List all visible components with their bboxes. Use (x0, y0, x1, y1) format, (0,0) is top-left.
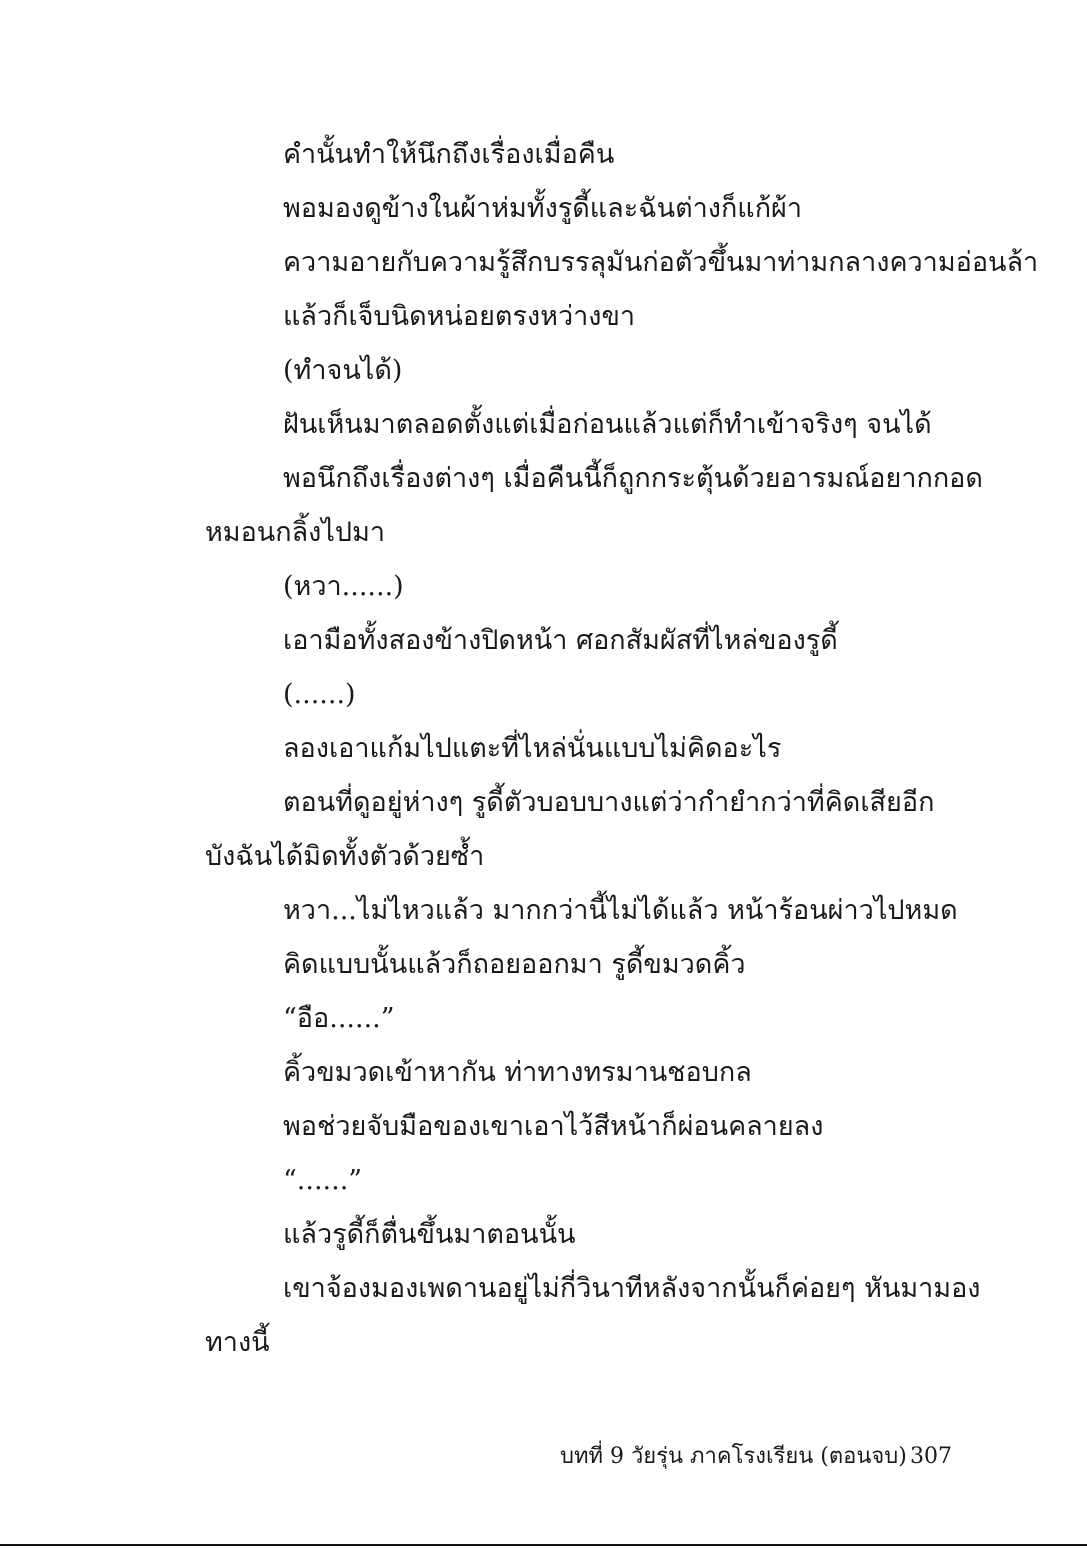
text-line: (ทำจนได้) (283, 355, 403, 386)
text-line: “อือ......” (283, 1003, 395, 1034)
text-line: เอามือทั้งสองข้างปิดหน้า ศอกสัมผัสที่ไหล่ของรูดี้ (283, 625, 838, 656)
text-line: ความอายกับความรู้สึกบรรลุมันก่อตัวขึ้นมาท่ามกลางความอ่อนล้า (283, 247, 1039, 278)
text-line: คำนั้นทำให้นึกถึงเรื่องเมื่อคืน (283, 139, 615, 170)
text-line: ลองเอาแก้มไปแตะที่ไหล่นั่นแบบไม่คิดอะไร (283, 733, 782, 764)
page-footer (560, 1432, 952, 1482)
text-line: ทางนี้ (205, 1327, 270, 1358)
text-line: พอมองดูข้างในผ้าห่มทั้งรูดี้และฉันต่างก็แก้ผ้า (283, 193, 803, 224)
page-number: 307 (910, 1444, 952, 1469)
text-line: พอนึกถึงเรื่องต่างๆ เมื่อคืนนี้ก็ถูกกระตุ้นด้วยอารมณ์อยากกอด (283, 463, 983, 494)
text-line: คิดแบบนั้นแล้วก็ถอยออกมา รูดี้ขมวดคิ้ว (283, 949, 746, 980)
text-line: เขาจ้องมองเพดานอยู่ไม่กี่วินาทีหลังจากนั้นก็ค่อยๆ หันมามอง (283, 1273, 981, 1304)
text-line: หมอนกลิ้งไปมา (205, 517, 386, 548)
text-line: (......) (283, 679, 356, 710)
text-line: ฝันเห็นมาตลอดตั้งแต่เมื่อก่อนแล้วแต่ก็ทำเข้าจริงๆ จนได้ (283, 409, 932, 440)
text-line: คิ้วขมวดเข้าหากัน ท่าทางทรมานชอบกล (283, 1057, 752, 1088)
text-line: หวา...ไม่ไหวแล้ว มากกว่านี้ไม่ได้แล้ว หน้าร้อนผ่าวไปหมด (283, 895, 958, 926)
text-line: พอช่วยจับมือของเขาเอาไว้สีหน้าก็ผ่อนคลายลง (283, 1111, 824, 1142)
chapter-title: บทที่ 9 วัยรุ่น ภาคโรงเรียน (ตอนจบ) (560, 1444, 907, 1469)
text-line: แล้วก็เจ็บนิดหน่อยตรงหว่างขา (283, 301, 636, 332)
bottom-divider (0, 1544, 1087, 1546)
text-line: บังฉันได้มิดทั้งตัวด้วยซ้ำ (205, 841, 485, 872)
text-line: “......” (283, 1165, 363, 1196)
text-line: (หวา......) (283, 571, 404, 602)
text-line: แล้วรูดี้ก็ตื่นขึ้นมาตอนนั้น (283, 1219, 576, 1250)
text-line: ตอนที่ดูอยู่ห่างๆ รูดี้ตัวบอบบางแต่ว่ากำยำกว่าที่คิดเสียอีก (283, 787, 935, 818)
